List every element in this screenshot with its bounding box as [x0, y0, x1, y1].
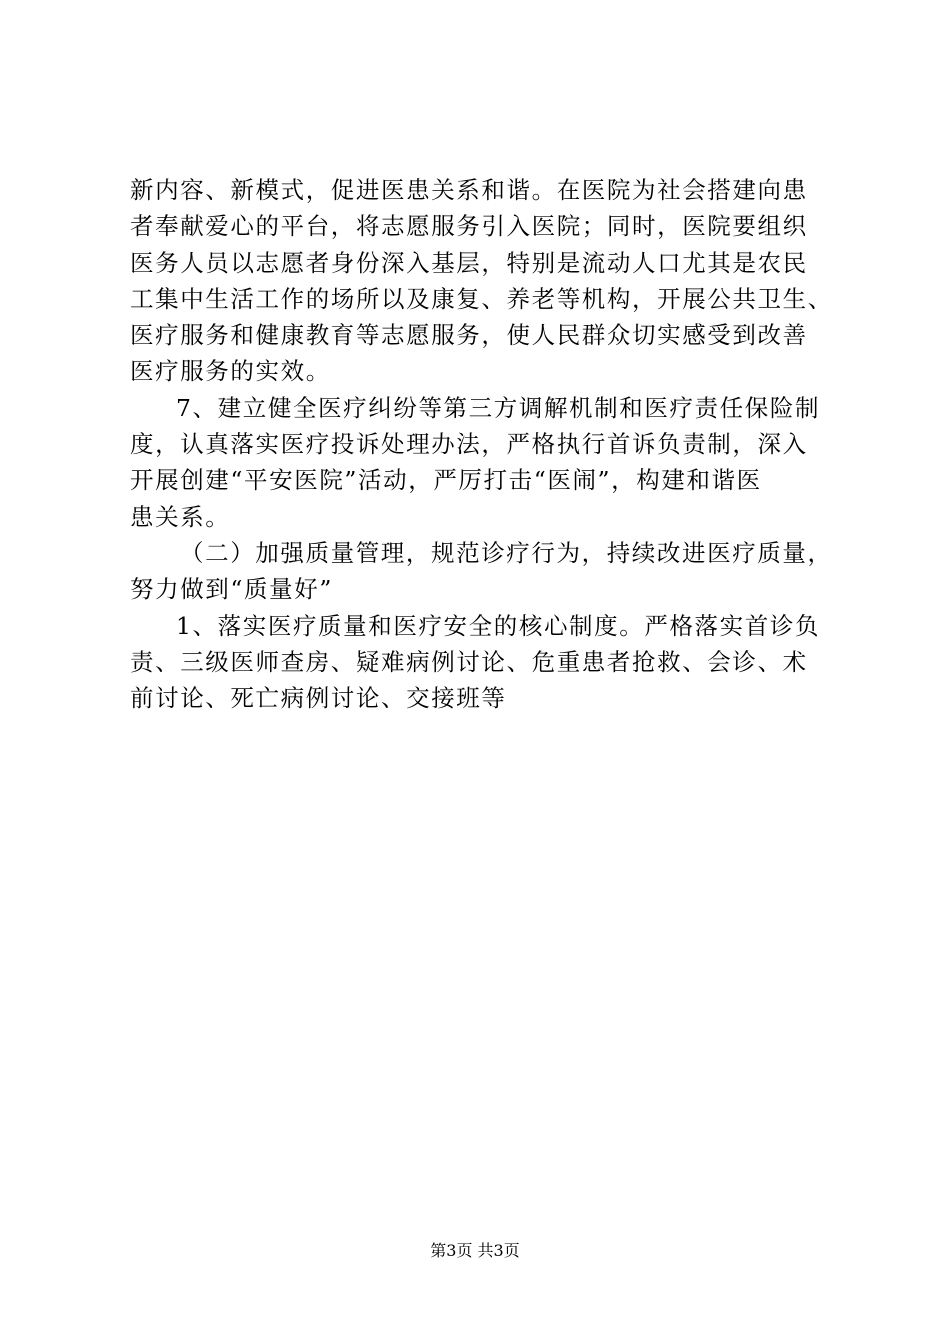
text-line: 医疗服务和健康教育等志愿服务，使人民群众切实感受到改善 — [130, 321, 808, 350]
section-heading-quality — [130, 535, 850, 608]
paragraph-core-systems — [130, 608, 850, 717]
text-line: 患关系。 — [130, 502, 231, 531]
text-line: 责、三级医师查房、疑难病例讨论、危重患者抢救、会诊、术 — [130, 647, 808, 676]
page-number-label: 第3页 共3页 — [430, 1241, 520, 1260]
text-line: （二）加强质量管理，规范诊疗行为，持续改进医疗质量， — [180, 538, 833, 567]
page-footer — [0, 1240, 950, 1262]
text-line: 前讨论、死亡病例讨论、交接班等 — [130, 684, 507, 713]
paragraph-volunteer-service — [130, 172, 850, 390]
text-line: 努力做到“质量好” — [130, 575, 333, 604]
body-text — [130, 172, 850, 716]
text-line: 1、落实医疗质量和医疗安全的核心制度。严格落实首诊负 — [176, 611, 821, 640]
text-line: 7、建立健全医疗纠纷等第三方调解机制和医疗责任保险制 — [176, 393, 821, 422]
text-line: 度，认真落实医疗投诉处理办法，严格执行首诉负责制，深入 — [130, 430, 808, 459]
text-line: 工集中生活工作的场所以及康复、养老等机构，开展公共卫生、 — [130, 284, 833, 313]
text-line: 新内容、新模式，促进医患关系和谐。在医院为社会搭建向患 — [130, 176, 808, 204]
paragraph-dispute-mediation — [130, 390, 850, 535]
text-line: 开展创建“平安医院”活动，严厉打击“医闹”，构建和谐医 — [130, 466, 762, 495]
text-line: 医疗服务的实效。 — [130, 357, 331, 386]
text-line: 者奉献爱心的平台，将志愿服务引入医院；同时，医院要组织 — [130, 212, 808, 241]
text-line: 医务人员以志愿者身份深入基层，特别是流动人口尤其是农民 — [130, 248, 808, 277]
